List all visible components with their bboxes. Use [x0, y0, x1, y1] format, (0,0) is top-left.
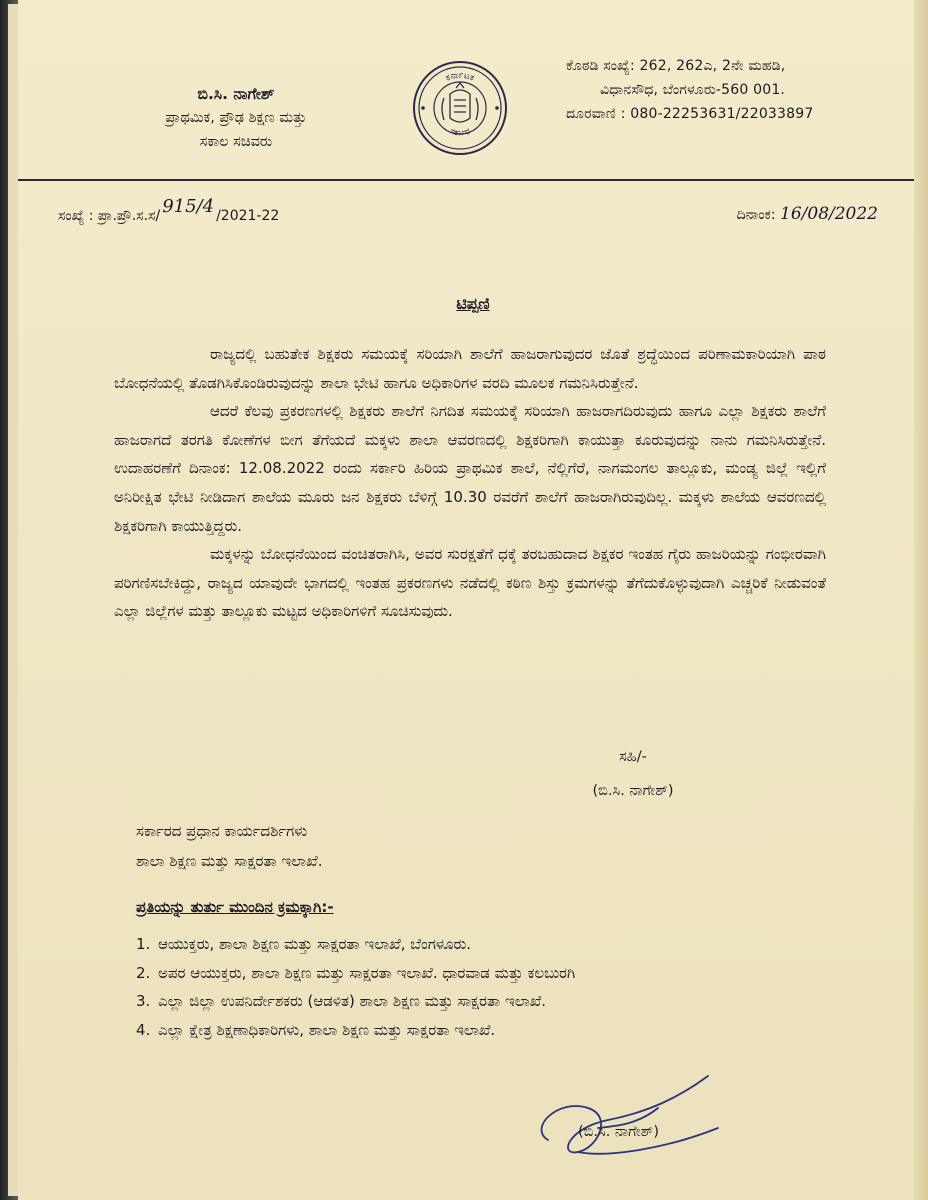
phone-line	[566, 102, 916, 126]
date-handwritten: 16/08/2022	[780, 204, 878, 224]
list-item	[136, 1016, 836, 1045]
sign-off	[558, 740, 708, 808]
list-item	[136, 987, 836, 1016]
copy-to-list	[136, 930, 836, 1044]
list-item-number: 2.	[136, 963, 151, 982]
paragraph-3: ಮಕ್ಕಳನ್ನು ಬೋಧನೆಯಿಂದ ವಂಚಿತರಾಗಿಸಿ, ಅವರ ಸುರಕ್ಷತೆಗೆ ಧಕ್ಕೆ ತರಬಹುದಾದ ಶಿಕ್ಷಕರ ಇಂತಹ ಗೈರು ಹಾಜರಿಯನ್ನು ಗಂಭೀರವಾಗಿ ಪರಿಗಣಿಸಬೇಕಿದ್ದು, ರಾಜ್ಯದ ಯಾವುದೇ ಭಾಗದಲ್ಲಿ ಇಂತಹ ಪ್ರಕರಣಗಳು ನಡೆದಲ್ಲಿ ಕಠಿಣ ಶಿಸ್ತು ಕ್ರಮಗಳನ್ನು ತೆಗೆದುಕೊಳ್ಳುವುದಾಗಿ ಎಚ್ಚರಿಕೆ ನೀಡುವಂತೆ ಎಲ್ಲಾ ಜಿಲ್ಲೆಗಳ ಮತ್ತು ತಾಲ್ಲೂಕು ಮಟ್ಟದ ಅಧಿಕಾರಿಗಳಿಗೆ ಸೂಚಿಸುವುದು.	[114, 545, 826, 621]
address-line-2: ವಿಧಾನಸೌಧ, ಬೆಂಗಳೂರು-560 001.	[600, 82, 786, 98]
list-item-text: ಎಲ್ಲಾ ಕ್ಷೇತ್ರ ಶಿಕ್ಷಣಾಧಿಕಾರಿಗಳು, ಶಾಲಾ ಶಿಕ್ಷಣ ಮತ್ತು ಸಾಕ್ಷರತಾ ಇಲಾಖೆ.	[158, 1020, 496, 1039]
signature-name: (ಬಿ.ಸಿ. ನಾಗೇಶ್)	[578, 1124, 660, 1140]
reference-number	[58, 196, 280, 225]
note-body	[114, 340, 826, 626]
sender-designation-1: ಪ್ರಾಥಮಿಕ, ಪ್ರೌಢ ಶಿಕ್ಷಣ ಮತ್ತು	[165, 110, 307, 126]
reference-year: /2021-22	[216, 208, 280, 224]
phone-value: : 080-22253631/22033897	[620, 106, 814, 122]
note-heading: ಟಿಪ್ಪಣಿ	[456, 294, 490, 313]
recipient-block	[136, 816, 322, 876]
copy-to-heading: ಪ್ರತಿಯನ್ನು ತುರ್ತು ಮುಂದಿನ ಕ್ರಮಕ್ಕಾಗಿ:-	[136, 898, 334, 916]
paragraph-2: ಆದರೆ ಕೆಲವು ಪ್ರಕರಣಗಳಲ್ಲಿ ಶಿಕ್ಷಕರು ಶಾಲೆಗೆ ನಿಗದಿತ ಸಮಯಕ್ಕೆ ಸರಿಯಾಗಿ ಹಾಜರಾಗದಿರುವುದು ಹಾಗೂ ಎಲ್ಲಾ ಶಿಕ್ಷಕರು ಶಾಲೆಗೆ ಹಾಜರಾಗದೆ ತರಗತಿ ಕೋಣೆಗಳ ಬೀಗ ತೆಗೆಯದೆ ಮಕ್ಕಳು ಶಾಲಾ ಆವರಣದಲ್ಲಿ ಶಿಕ್ಷಕರಿಗಾಗಿ ಕಾಯುತ್ತಾ ಕೂರುವುದನ್ನು ನಾನು ಗಮನಿಸಿರುತ್ತೇನೆ. ಉದಾಹರಣೆಗೆ ದಿನಾಂಕ: 12.08.2022 ರಂದು ಸರ್ಕಾರಿ ಹಿರಿಯ ಪ್ರಾಥಮಿಕ ಶಾಲೆ, ನೆಲ್ಲಿಗೆರೆ, ನಾಗಮಂಗಲ ತಾಲ್ಲೂಕು, ಮಂಡ್ಯ ಜಿಲ್ಲೆ ಇಲ್ಲಿಗೆ ಅನಿರೀಕ್ಷಿತ ಭೇಟಿ ನೀಡಿದಾಗ ಶಾಲೆಯ ಮೂರು ಜನ ಶಿಕ್ಷಕರು ಬೆಳಿಗ್ಗೆ 10.30 ರವರೆಗೆ ಶಾಲೆಗೆ ಹಾಜರಾಗಿರುವುದಿಲ್ಲ. ಮಕ್ಕಳು ಶಾಲೆಯ ಆವರಣದಲ್ಲಿ ಶಿಕ್ಷಕರಿಗಾಗಿ ಕಾಯುತ್ತಿದ್ದರು.	[114, 402, 826, 535]
office-address	[566, 54, 916, 126]
list-item-text: ಆಯುಕ್ತರು, ಶಾಲಾ ಶಿಕ್ಷಣ ಮತ್ತು ಸಾಕ್ಷರತಾ ಇಲಾಖೆ, ಬೆಂಗಳೂರು.	[158, 935, 472, 953]
page-edge	[914, 0, 928, 1200]
sender-name: ಬಿ.ಸಿ. ನಾಗೇಶ್	[197, 85, 275, 103]
address-line-1: ಕೊಠಡಿ ಸಂಖ್ಯೆ: 262, 262ಎ, 2ನೇ ಮಹಡಿ,	[566, 58, 786, 74]
list-item-text: ಅಪರ ಆಯುಕ್ತರು, ಶಾಲಾ ಶಿಕ್ಷಣ ಮತ್ತು ಸಾಕ್ಷರತಾ ಇಲಾಖೆ. ಧಾರವಾಡ ಮತ್ತು ಕಲಬುರಗಿ	[158, 963, 576, 982]
recipient-line-2: ಶಾಲಾ ಶಿಕ್ಷಣ ಮತ್ತು ಸಾಕ್ಷರತಾ ಇಲಾಖೆ.	[136, 852, 323, 870]
sender-designation-2: ಸಕಾಲ ಸಚಿವರು	[199, 134, 273, 150]
emblem-bottom-text: ಸರ್ಕಾರ	[448, 126, 472, 139]
sign-off-name: (ಬಿ.ಸಿ. ನಾಗೇಶ್)	[592, 783, 674, 799]
reference-date	[737, 204, 878, 224]
sender-block	[106, 82, 366, 154]
header-divider	[18, 179, 914, 181]
list-item	[136, 930, 836, 959]
letter-page	[18, 0, 928, 1200]
handwritten-signature	[518, 1068, 728, 1174]
emblem-top-text: ಕರ್ನಾಟಕ	[444, 70, 476, 84]
paragraph-1: ರಾಜ್ಯದಲ್ಲಿ ಬಹುತೇಕ ಶಿಕ್ಷಕರು ಸಮಯಕ್ಕೆ ಸರಿಯಾಗಿ ಶಾಲೆಗೆ ಹಾಜರಾಗುವುದರ ಜೊತೆ ಶ್ರದ್ಧೆಯಿಂದ ಪರಿಣಾಮಕಾರಿಯಾಗಿ ಪಾಠ ಬೋಧನೆಯಲ್ಲಿ ತೊಡಗಿಸಿಕೊಂಡಿರುವುದನ್ನು ಶಾಲಾ ಭೇಟಿ ಹಾಗೂ ಅಧಿಕಾರಿಗಳ ವರದಿ ಮೂಲಕ ಗಮನಿಸಿರುತ್ತೇನೆ.	[114, 345, 826, 392]
list-item-text: ಎಲ್ಲಾ ಜಿಲ್ಲಾ ಉಪನಿರ್ದೇಶಕರು (ಆಡಳಿತ) ಶಾಲಾ ಶಿಕ್ಷಣ ಮತ್ತು ಸಾಕ್ಷರತಾ ಇಲಾಖೆ.	[158, 992, 547, 1010]
phone-label: ದೂರವಾಣಿ	[566, 106, 617, 122]
reference-handwritten: 915/4	[162, 196, 215, 217]
government-emblem-seal	[410, 58, 510, 158]
signed-mark: ಸಹಿ/-	[619, 749, 647, 765]
recipient-line-1: ಸರ್ಕಾರದ ಪ್ರಧಾನ ಕಾರ್ಯದರ್ಶಿಗಳು	[136, 822, 308, 840]
list-item	[136, 959, 836, 988]
date-label: ದಿನಾಂಕ:	[736, 207, 776, 223]
svg-text:ಸರ್ಕಾರ	[449, 127, 472, 139]
list-item-number: 1.	[136, 935, 151, 953]
list-item-number: 3.	[136, 992, 151, 1010]
reference-row	[58, 196, 878, 232]
list-item-number: 4.	[136, 1020, 151, 1039]
reference-label: ಸಂಖ್ಯೆ : ಪ್ರಾ.ಪ್ರೌ.ಸ.ಸ/	[58, 208, 161, 224]
